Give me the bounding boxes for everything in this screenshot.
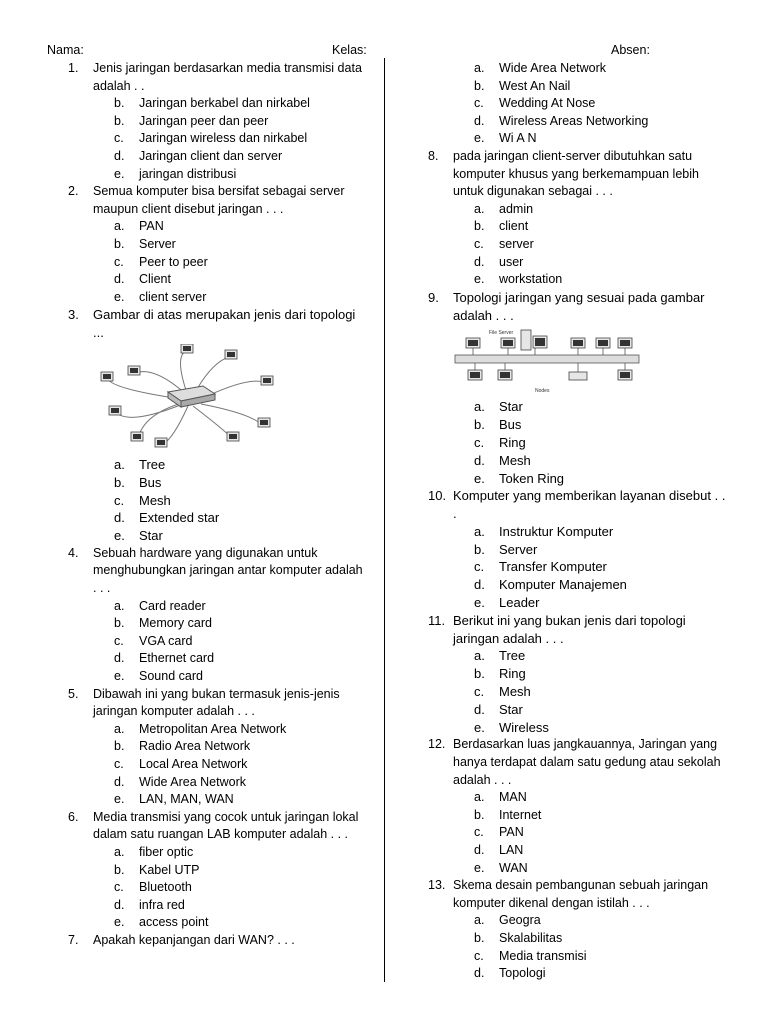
file-server-label: File Server xyxy=(489,330,514,337)
option-letter: c. xyxy=(474,434,485,450)
question-block xyxy=(428,612,728,737)
option-text: Bus xyxy=(499,417,522,433)
option-item xyxy=(428,912,728,930)
option-letter: b. xyxy=(474,666,485,682)
option-item xyxy=(428,130,728,148)
option-letter: e. xyxy=(114,915,125,930)
option-text: Mesh xyxy=(499,684,531,700)
option-item xyxy=(428,594,728,612)
option-text: PAN xyxy=(139,219,164,234)
option-text: jaringan distribusi xyxy=(139,166,237,181)
option-item xyxy=(68,492,368,510)
question-text: Berdasarkan luas jangkauannya, Jaringan yang hanya terdapat dalam satu gedung atau sekolah adalah . . . xyxy=(453,737,721,787)
option-item xyxy=(428,930,728,948)
option-letter: a. xyxy=(474,61,485,75)
question-number: 10. xyxy=(428,488,447,504)
option-text: Komputer Manajemen xyxy=(499,577,627,593)
option-text: Mesh xyxy=(139,492,171,508)
option-item xyxy=(68,166,368,184)
option-text: fiber optic xyxy=(139,844,194,859)
option-item xyxy=(428,647,728,665)
option-text: Wireless xyxy=(499,719,549,735)
option-text: Tree xyxy=(139,456,166,472)
option-item xyxy=(428,789,728,807)
option-letter: b. xyxy=(474,78,485,93)
option-text: Server xyxy=(499,541,538,557)
option-item xyxy=(68,897,368,915)
kelas-label: Kelas: xyxy=(332,43,367,57)
option-text: Internet xyxy=(499,807,542,822)
option-item xyxy=(428,398,728,416)
left-column xyxy=(68,60,368,950)
option-letter: e. xyxy=(474,595,485,611)
option-text: Wide Area Network xyxy=(499,61,606,75)
option-item xyxy=(68,474,368,492)
option-text: Ring xyxy=(499,434,526,450)
question xyxy=(428,612,728,648)
option-item xyxy=(68,598,368,616)
option-item xyxy=(68,130,368,148)
option-text: WAN xyxy=(499,860,528,875)
question-text: Jenis jaringan berdasarkan media transmisi data adalah . . xyxy=(93,61,362,93)
option-item xyxy=(68,615,368,633)
options-list xyxy=(68,95,368,183)
option-letter: e. xyxy=(474,719,485,735)
option-item xyxy=(428,434,728,452)
question-text: Berikut ini yang bukan jenis dari topologi jaringan adalah . . . xyxy=(453,612,686,646)
option-letter: c. xyxy=(474,96,484,111)
option-text: Tree xyxy=(499,648,526,664)
question xyxy=(68,809,368,844)
option-text: access point xyxy=(139,915,209,930)
option-item xyxy=(68,218,368,236)
question-block xyxy=(68,686,368,809)
question-number: 6. xyxy=(68,809,79,824)
option-letter: a. xyxy=(474,913,485,928)
question-number: 9. xyxy=(428,289,439,305)
option-text: Card reader xyxy=(139,598,206,613)
option-letter: d. xyxy=(114,272,125,287)
option-letter: b. xyxy=(114,96,125,111)
option-letter: e. xyxy=(114,289,125,304)
bus-cable xyxy=(455,355,639,363)
option-item xyxy=(68,791,368,809)
option-text: Jaringan client dan server xyxy=(139,148,283,163)
option-letter: a. xyxy=(114,598,125,613)
option-item xyxy=(428,254,728,272)
option-item xyxy=(428,719,728,737)
option-text: Sound card xyxy=(139,669,203,684)
option-text: Jaringan peer dan peer xyxy=(139,113,269,128)
option-letter: b. xyxy=(114,616,125,631)
option-letter: d. xyxy=(474,843,485,858)
option-text: Local Area Network xyxy=(139,757,248,772)
question xyxy=(428,148,728,201)
option-item xyxy=(428,452,728,470)
option-letter: e. xyxy=(114,166,125,181)
option-text: infra red xyxy=(139,897,185,912)
option-letter: c. xyxy=(474,948,484,963)
option-text: PAN xyxy=(499,825,524,840)
option-text: Transfer Komputer xyxy=(499,559,607,575)
option-letter: d. xyxy=(114,897,125,912)
option-text: VGA card xyxy=(139,633,193,648)
options-list xyxy=(68,844,368,932)
option-item xyxy=(428,78,728,96)
option-item xyxy=(428,95,728,113)
option-letter: d. xyxy=(474,254,485,269)
option-letter: a. xyxy=(474,399,485,415)
question-number: 4. xyxy=(68,545,79,560)
option-letter: a. xyxy=(474,523,485,539)
question-text: Semua komputer bisa bersifat sebagai server maupun client disebut jaringan . . . xyxy=(93,184,345,216)
option-item xyxy=(428,113,728,131)
option-item xyxy=(428,842,728,860)
star-topology-figure xyxy=(93,344,293,454)
option-text: Kabel UTP xyxy=(139,862,200,877)
option-letter: d. xyxy=(474,966,485,981)
option-letter: b. xyxy=(474,417,485,433)
option-text: client xyxy=(499,219,529,234)
option-item xyxy=(68,914,368,932)
question-number: 8. xyxy=(428,148,439,163)
option-item xyxy=(428,416,728,434)
option-text: Wireless Areas Networking xyxy=(499,113,649,128)
question-block xyxy=(428,148,728,289)
option-letter: c. xyxy=(114,880,124,895)
question xyxy=(68,60,368,95)
question-number: 12. xyxy=(428,737,446,752)
options-list xyxy=(428,201,728,289)
option-item xyxy=(68,633,368,651)
question xyxy=(428,736,728,789)
option-item xyxy=(68,844,368,862)
option-letter: e. xyxy=(474,131,485,146)
option-text: Ring xyxy=(499,666,526,682)
option-item xyxy=(68,668,368,686)
question xyxy=(428,289,728,325)
server-icon xyxy=(521,330,531,350)
option-letter: d. xyxy=(114,148,125,163)
option-item xyxy=(68,113,368,131)
option-text: Metropolitan Area Network xyxy=(139,721,287,736)
question-block xyxy=(68,545,368,686)
option-letter: e. xyxy=(114,669,125,684)
option-letter: d. xyxy=(114,774,125,789)
option-text: Instruktur Komputer xyxy=(499,523,614,539)
option-item xyxy=(428,665,728,683)
option-letter: d. xyxy=(114,510,125,526)
question-block xyxy=(68,809,368,932)
option-item xyxy=(428,701,728,719)
option-item xyxy=(428,218,728,236)
option-letter: e. xyxy=(474,860,485,875)
option-text: Bus xyxy=(139,474,162,490)
option-text: user xyxy=(499,254,524,269)
option-item xyxy=(68,862,368,880)
option-text: Jaringan wireless dan nirkabel xyxy=(139,131,308,146)
option-item xyxy=(68,879,368,897)
option-text: Server xyxy=(139,236,176,251)
option-text: Media transmisi xyxy=(499,948,587,963)
option-text: Jaringan berkabel dan nirkabel xyxy=(139,96,310,111)
option-text: Mesh xyxy=(499,452,531,468)
option-letter: e. xyxy=(474,272,485,287)
bus-topology-figure xyxy=(453,326,643,396)
option-text: Topologi xyxy=(499,966,546,981)
question-number: 3. xyxy=(68,307,79,323)
option-letter: c. xyxy=(114,633,124,648)
option-item xyxy=(68,509,368,527)
option-letter: d. xyxy=(474,701,485,717)
options-list xyxy=(68,218,368,306)
option-letter: a. xyxy=(474,648,485,664)
option-item xyxy=(68,721,368,739)
option-letter: a. xyxy=(114,844,125,859)
option-item xyxy=(428,523,728,541)
option-item xyxy=(428,965,728,983)
question-text: pada jaringan client-server dibutuhkan satu komputer khusus yang berkemampuan lebih untuk digunakan sebagai . . . xyxy=(453,148,699,199)
options-list xyxy=(68,721,368,809)
question xyxy=(68,686,368,721)
option-item xyxy=(428,201,728,219)
option-text: client server xyxy=(139,289,207,304)
option-letter: b. xyxy=(114,236,125,251)
question xyxy=(68,932,368,950)
question-number: 11. xyxy=(428,612,446,628)
option-letter: c. xyxy=(114,254,124,269)
option-letter: b. xyxy=(114,113,125,128)
option-letter: d. xyxy=(114,651,125,666)
question xyxy=(68,183,368,218)
option-item xyxy=(428,948,728,966)
hub-icon xyxy=(168,386,215,407)
option-text: Peer to peer xyxy=(139,254,208,269)
option-text: server xyxy=(499,236,534,251)
option-text: Wedding At Nose xyxy=(499,96,596,111)
option-text: Token Ring xyxy=(499,470,565,486)
question-block xyxy=(428,877,728,983)
option-item xyxy=(68,148,368,166)
option-letter: e. xyxy=(114,528,125,544)
option-letter: a. xyxy=(474,201,485,216)
question-text: Apakah kepanjangan dari WAN? . . . xyxy=(93,932,295,947)
option-item xyxy=(68,456,368,474)
option-item xyxy=(428,541,728,559)
options-list xyxy=(428,60,728,148)
option-letter: b. xyxy=(474,807,485,822)
option-item xyxy=(68,756,368,774)
options-list xyxy=(428,912,728,982)
option-text: Skalabilitas xyxy=(499,930,563,945)
option-letter: d. xyxy=(474,452,485,468)
question xyxy=(68,545,368,598)
option-letter: b. xyxy=(474,219,485,234)
option-letter: a. xyxy=(114,219,125,234)
option-text: Geogra xyxy=(499,913,541,928)
options-list xyxy=(428,789,728,877)
option-text: Bluetooth xyxy=(139,880,192,895)
question-number: 2. xyxy=(68,184,79,199)
question-text: Dibawah ini yang bukan termasuk jenis-jenis jaringan komputer adalah . . . xyxy=(93,686,340,719)
option-letter: a. xyxy=(114,721,125,736)
option-letter: c. xyxy=(474,684,485,700)
option-item xyxy=(68,774,368,792)
option-item xyxy=(68,738,368,756)
option-letter: e. xyxy=(114,792,125,807)
question-block xyxy=(68,183,368,306)
right-column xyxy=(428,60,728,983)
option-item xyxy=(428,60,728,78)
question-text: Gambar di atas merupakan jenis dari topologi ... xyxy=(93,307,356,341)
question-block xyxy=(428,289,728,488)
option-text: Leader xyxy=(499,595,540,611)
question-block xyxy=(68,306,368,545)
question-number: 5. xyxy=(68,686,79,701)
option-item xyxy=(428,807,728,825)
option-letter: c. xyxy=(474,559,485,575)
option-item xyxy=(68,650,368,668)
option-letter: b. xyxy=(114,739,125,754)
question-text: Media transmisi yang cocok untuk jaringan lokal dalam satu ruangan LAB komputer adalah . . . xyxy=(93,809,359,842)
option-letter: b. xyxy=(474,541,485,557)
option-item xyxy=(428,558,728,576)
option-text: Memory card xyxy=(139,616,212,631)
options-list xyxy=(428,398,728,487)
option-text: Star xyxy=(499,399,523,415)
option-text: Radio Area Network xyxy=(139,739,251,754)
option-letter: b. xyxy=(114,474,125,490)
option-item xyxy=(68,254,368,272)
option-item xyxy=(68,236,368,254)
question-text: Skema desain pembangunan sebuah jaringan komputer dikenal dengan istilah . . . xyxy=(453,878,709,910)
question-block xyxy=(68,932,368,950)
option-item xyxy=(68,527,368,545)
option-text: Wide Area Network xyxy=(139,774,246,789)
option-text: LAN xyxy=(499,843,524,858)
option-item xyxy=(68,289,368,307)
option-letter: a. xyxy=(114,456,125,472)
option-letter: c. xyxy=(474,236,484,251)
question-number: 13. xyxy=(428,878,446,893)
option-letter: c. xyxy=(474,825,484,840)
options-list xyxy=(428,647,728,736)
option-item xyxy=(428,860,728,878)
option-letter: d. xyxy=(474,577,485,593)
option-letter: c. xyxy=(114,757,124,772)
option-letter: d. xyxy=(474,113,485,128)
question xyxy=(68,306,368,342)
option-text: admin xyxy=(499,201,534,216)
option-letter: b. xyxy=(474,930,485,945)
option-text: workstation xyxy=(499,272,563,287)
option-text: Extended star xyxy=(139,510,220,526)
option-letter: c. xyxy=(114,131,124,146)
question xyxy=(428,487,728,523)
question xyxy=(428,877,728,912)
option-letter: b. xyxy=(114,862,125,877)
options-list xyxy=(68,598,368,686)
option-text: MAN xyxy=(499,790,527,805)
options-list xyxy=(428,523,728,612)
nama-label: Nama: xyxy=(47,43,84,57)
option-item xyxy=(428,271,728,289)
question-text: Komputer yang memberikan layanan disebut . . . xyxy=(453,488,726,522)
option-item xyxy=(68,95,368,113)
question-block xyxy=(428,736,728,877)
option-text: LAN, MAN, WAN xyxy=(139,792,234,807)
options-list xyxy=(68,456,368,545)
option-text: Star xyxy=(139,528,163,544)
option-text: West An Nail xyxy=(499,78,571,93)
question-number: 1. xyxy=(68,61,79,75)
question-block xyxy=(428,487,728,612)
question-text: Topologi jaringan yang sesuai pada gambar adalah . . . xyxy=(453,289,705,323)
nodes-label: Nodes xyxy=(535,388,550,395)
absen-label: Absen: xyxy=(611,43,650,57)
option-letter: e. xyxy=(474,470,485,486)
question-number: 7. xyxy=(68,932,79,947)
option-text: Client xyxy=(139,272,171,287)
printer-icon xyxy=(569,372,587,380)
option-item xyxy=(428,236,728,254)
question-block xyxy=(68,60,368,183)
question-text: Sebuah hardware yang digunakan untuk menghubungkan jaringan antar komputer adalah . . . xyxy=(93,545,363,596)
column-divider xyxy=(384,58,385,982)
option-item xyxy=(428,824,728,842)
option-text: Ethernet card xyxy=(139,651,215,666)
option-text: Star xyxy=(499,701,523,717)
option-item xyxy=(428,576,728,594)
option-letter: c. xyxy=(114,492,125,508)
option-item xyxy=(68,271,368,289)
option-text: Wi A N xyxy=(499,131,537,146)
option-letter: a. xyxy=(474,790,485,805)
option-item xyxy=(428,683,728,701)
option-item xyxy=(428,470,728,488)
